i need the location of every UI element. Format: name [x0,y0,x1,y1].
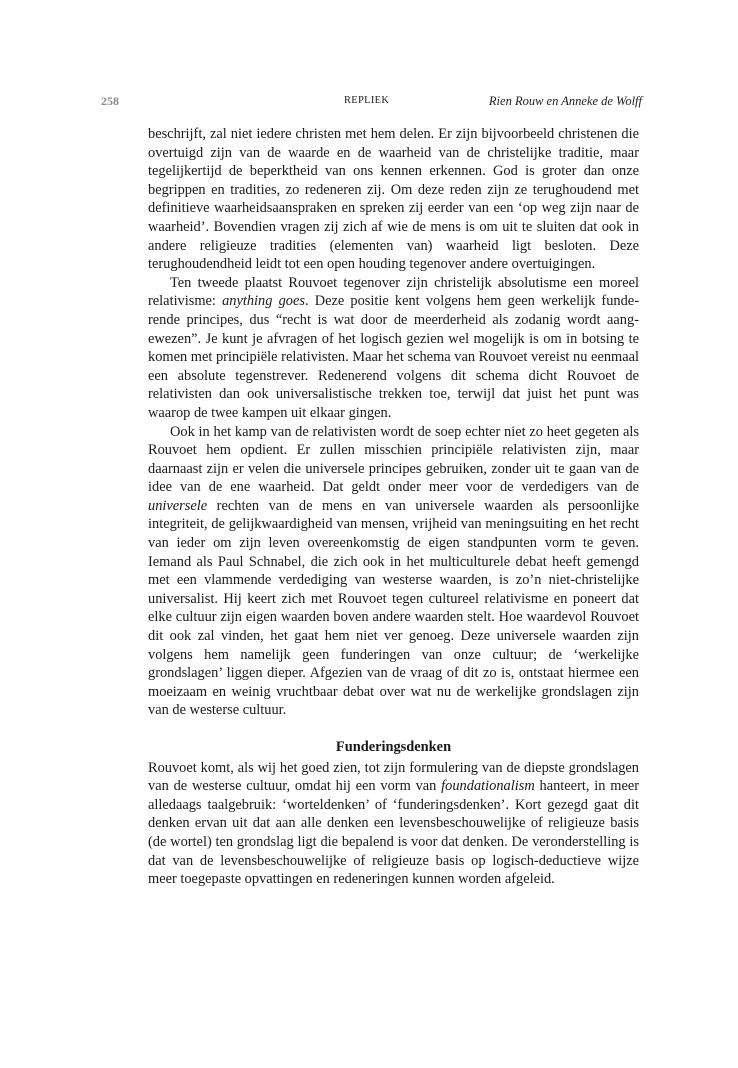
paragraph-2-text-a: Ten tweede plaatst Rouvoet tegenover zijn christelijk absolutisme een moreel relativisme: [148,274,639,310]
running-authors: Rien Rouw en Anneke de Wolff [488,94,642,108]
paragraph-3-emphasis: universele [148,497,208,514]
paragraph-2-emphasis: anything goes [222,293,305,310]
paragraph-2-text-b: . Deze positie kent volgens hem geen werkelijk funderende principes, dus “recht is wat door de meerderheid als zodanig wordt aangewezen”. Je kunt je afvragen of het logisch gezien wel mogelijk is om in botsing te komen met principiële relativisten. Maar het schema van Rouvoet vereist nu eenmaal een absolute tegenstrever. Redenerend volgens dit schema dicht Rouvoet de relativisten dan ook universalistische trekken toe, terwijl dat juist het punt was waarop de twee kampen uit elkaar gingen. [148,293,639,421]
paragraph-4-text-b: hanteert, in meer alledaags taalgebruik: ‘worteldenken’ of ‘funderingsdenken’. Kort gezegd gaat dit denken ervan uit dat aan alle denken een levensbeschouwelijke of religieuze basis (de wortel) ten grondslag ligt die bepalend is voor dat denken. De veronderstelling is dat van de levensbeschouwelijke of religieuze basis op logisch-deductieve wijze meer toegepaste opvattingen en redeneringen kunnen worden afgeleid. [148,778,640,888]
paragraph-2 [148,274,639,423]
paragraph-4-text-a: Rouvoet komt, als wij het goed zien, tot zijn formulering van de diepste grondslagen van de westerse cultuur, omdat hij een vorm van [148,759,639,795]
paragraph-3-text-a: Ook in het kamp van de relativisten wordt de soep echter niet zo heet gegeten als Rouvoet hem opdient. Er zullen misschien principiële relativisten zijn, maar daarnaast zijn er velen die universele principes gebruiken, zonder uit te gaan van de idee van de ene waarheid. Dat geldt onder meer voor de verdedigers van de [148,423,639,496]
paragraph-4-emphasis: foundationalism [441,778,535,795]
paragraph-4 [148,759,639,889]
page-number: 258 [101,94,119,108]
section-heading: Funderingsdenken [335,739,452,755]
running-title: REPLIEK [344,95,390,106]
paragraph-1: beschrijft, zal niet iedere christen met hem delen. Er zijn bijvoorbeeld christenen die overtuigd zijn van de waarde en de waarheid van de christelijke traditie, maar tegelijkertijd de beperktheid van ons kennen erkennen. God is groter dan onze begrippen en tradities, zo redeneren zij. Om deze reden zijn ze terughoudend met definitieve waarheidsaanspraken en spreken zij eerder van een ‘op weg zijn naar de waarheid’. Bovendien vragen zij zich af wie de mens is om uit te sluiten dat ook in andere religieuze tradities (elementen van) waarheid ligt besloten. Deze terughoudendheid leidt tot een open houding tegenover andere overtuigingen. [148,126,639,273]
paragraph-3-text-b: rechten van de mens en van universele waarden als persoonlijke integriteit, de gelijkwaardigheid van mensen, vrijheid van meningsuiting en het recht van ieder om zijn leven overeenkomstig de eigen standpunten vorm te geven. Iemand als Paul Schnabel, die zich ook in het multiculturele debat heeft gemengd met een vlammende verdediging van westerse waarden, is zo’n niet-christelijke universalist. Hij keert zich met Rouvoet tegen cultureel relativisme en poneert dat elke cultuur zijn eigen waarden boven andere waarden stelt. Hoe waardevol Rouvoet dit ook zal vinden, het gaat hem niet ver genoeg. Deze universele waarden zijn volgens hem namelijk geen funderingen van onze cultuur; de ‘werkelijke grondslagen’ liggen dieper. Afgezien van de vraag of dit zo is, ontstaat hiermee een moeizaam en weinig vruchtbaar debat over wat nu de werkelijke grondslagen zijn van de westerse cultuur. [148,497,639,719]
article-body [148,125,639,889]
paragraph-3 [148,423,639,721]
